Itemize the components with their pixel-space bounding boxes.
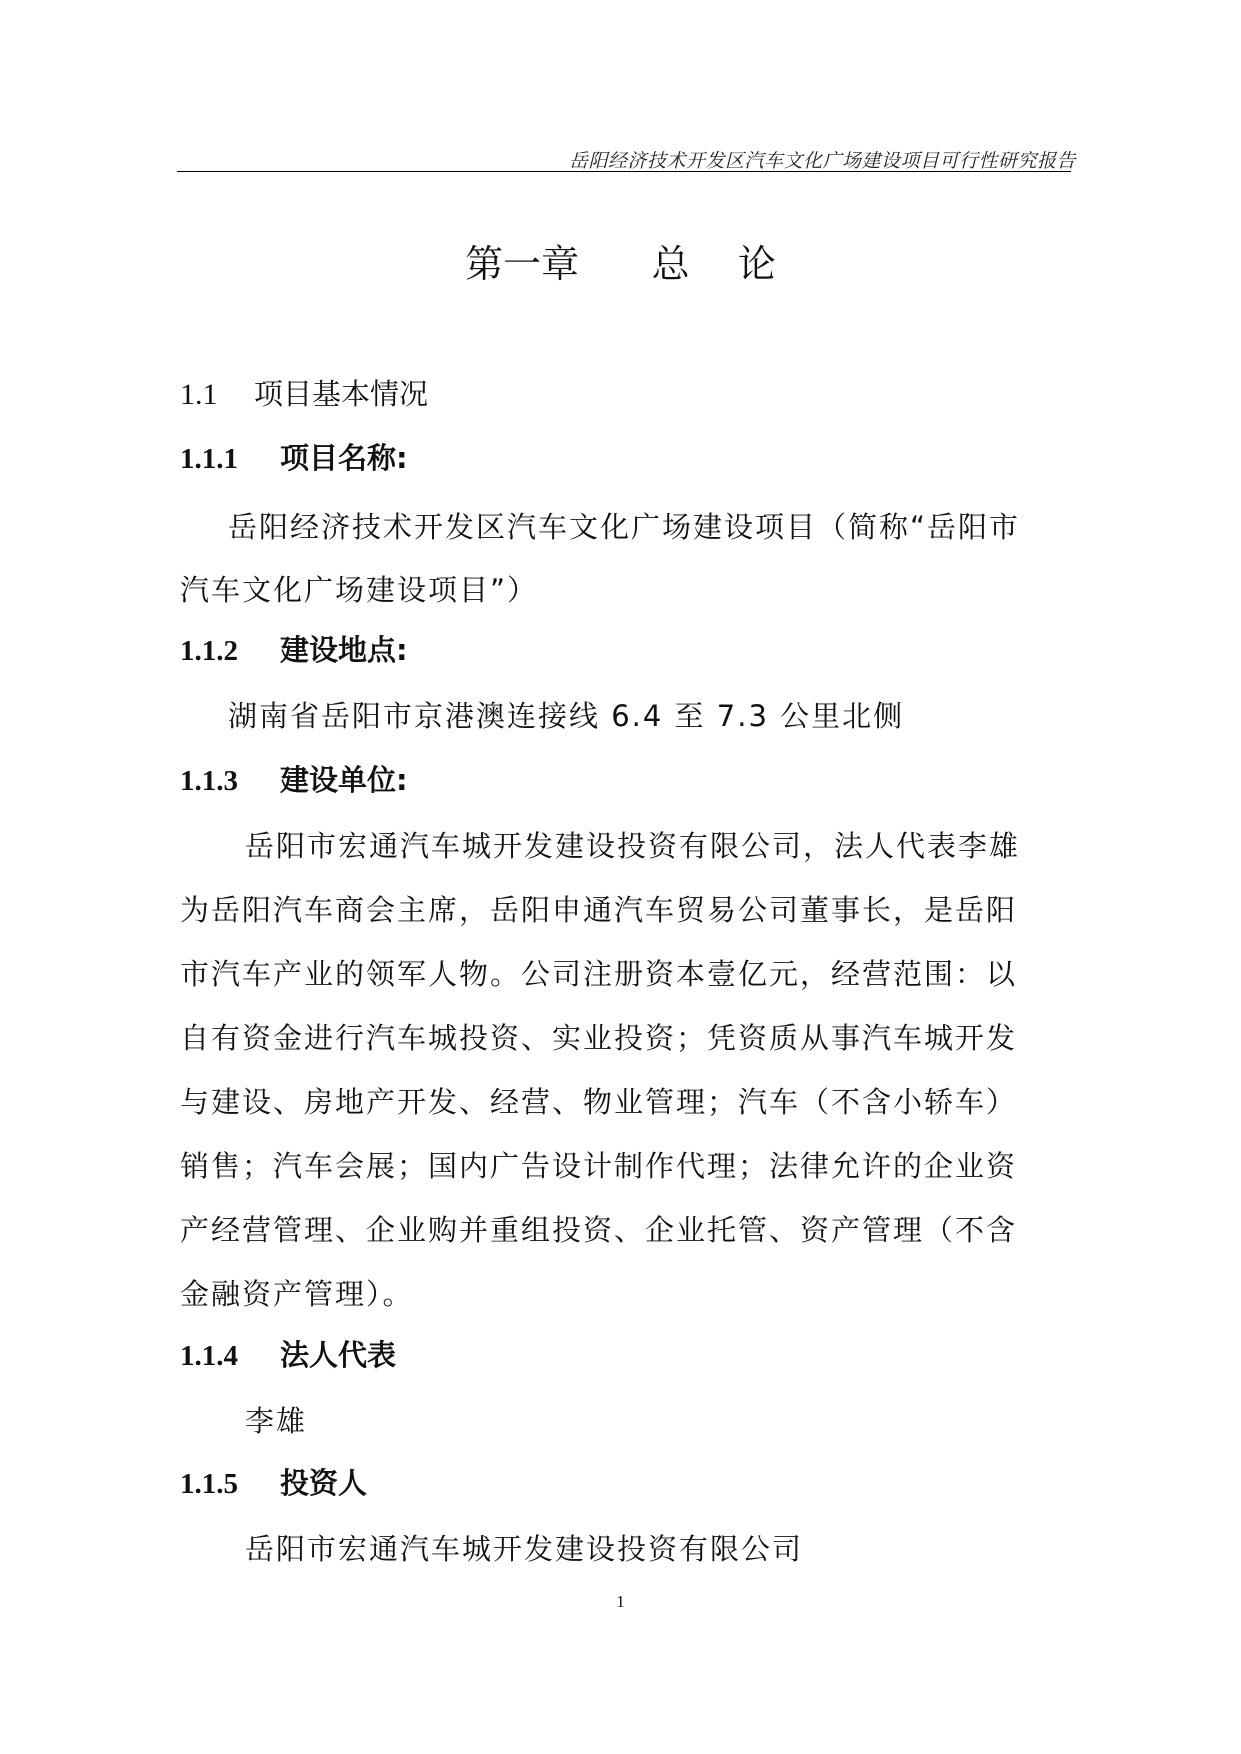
paragraph-line: 市汽车产业的领军人物。公司注册资本壹亿元，经营范围：以	[180, 957, 1018, 991]
subsection-heading-1-1-4	[180, 1333, 396, 1374]
subsection-number: 1.1.1	[180, 443, 238, 475]
subsection-number: 1.1.5	[180, 1468, 238, 1500]
paragraph-line: 产经营管理、企业购并重组投资、企业托管、资产管理（不含	[180, 1213, 1018, 1247]
paragraph-line: 湖南省岳阳市京港澳连接线 6.4 至 7.3 公里北侧	[228, 699, 905, 733]
subsection-heading-1-1-1	[180, 436, 408, 477]
chapter-title: 第一章 总 论	[465, 242, 776, 286]
section-heading	[180, 372, 428, 413]
subsection-title: 项目名称:	[280, 441, 408, 475]
subsection-number: 1.1.2	[180, 635, 238, 667]
paragraph-line: 岳阳经济技术开发区汽车文化广场建设项目（简称“岳阳市	[228, 510, 1021, 544]
paragraph-line: 李雄	[245, 1404, 308, 1438]
subsection-heading-1-1-2	[180, 628, 408, 669]
section-title: 项目基本情况	[254, 377, 429, 411]
section-number: 1.1	[180, 378, 218, 411]
paragraph-line: 岳阳市宏通汽车城开发建设投资有限公司，法人代表李雄	[245, 829, 1021, 863]
paragraph-line: 金融资产管理）。	[180, 1277, 414, 1311]
subsection-title: 法人代表	[280, 1338, 397, 1372]
subsection-number: 1.1.3	[180, 765, 238, 797]
subsection-number: 1.1.4	[180, 1340, 238, 1372]
subsection-title: 建设单位:	[280, 763, 408, 797]
page-number: 1	[616, 1592, 625, 1611]
running-header: 岳阳经济技术开发区汽车文化广场建设项目可行性研究报告	[568, 150, 1076, 172]
subsection-title: 建设地点:	[280, 633, 408, 667]
paragraph-line: 岳阳市宏通汽车城开发建设投资有限公司	[245, 1532, 804, 1566]
header-rule	[177, 171, 1071, 172]
paragraph-line: 为岳阳汽车商会主席，岳阳申通汽车贸易公司董事长，是岳阳	[180, 893, 1018, 927]
paragraph-line: 自有资金进行汽车城投资、实业投资；凭资质从事汽车城开发	[180, 1021, 1018, 1055]
subsection-heading-1-1-5	[180, 1461, 367, 1502]
paragraph-line: 与建设、房地产开发、经营、物业管理；汽车（不含小轿车）	[180, 1085, 1018, 1119]
paragraph-line: 汽车文化广场建设项目”）	[180, 573, 539, 607]
subsection-title: 投资人	[280, 1466, 368, 1500]
subsection-heading-1-1-3	[180, 758, 408, 799]
paragraph-line: 销售；汽车会展；国内广告设计制作代理；法律允许的企业资	[180, 1149, 1018, 1183]
